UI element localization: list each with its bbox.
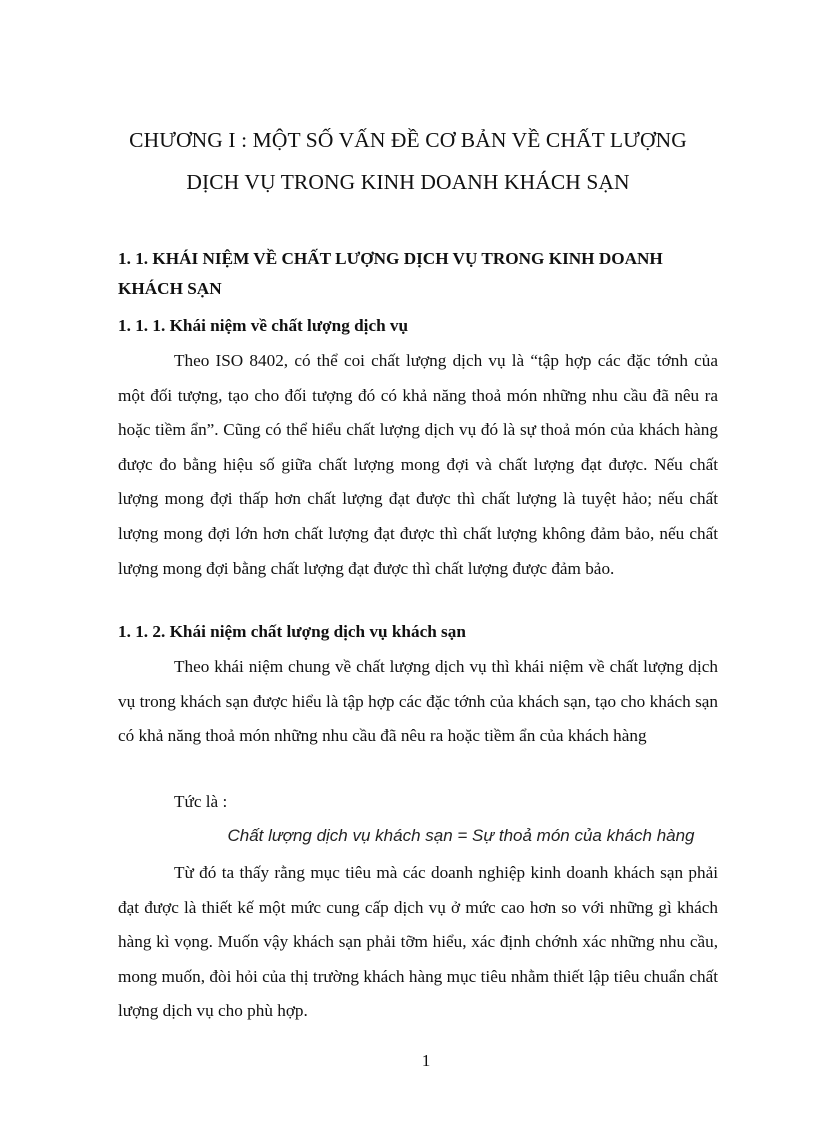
- body-paragraph-2: Theo khái niệm chung về chất lượng dịch vụ thì khái niệm về chất lượng dịch vụ trong khách sạn được hiểu là tập hợp các đặc tớnh của khách sạn, tạo cho khách sạn có khả năng thoả món những nhu cầu đã nêu ra hoặc tiềm ẩn của khách hàng: [118, 657, 718, 746]
- chapter-title-line-2: DỊCH VỤ TRONG KINH DOANH KHÁCH SẠN: [186, 170, 630, 194]
- body-paragraph-3: Từ đó ta thấy rằng mục tiêu mà các doanh nghiệp kinh doanh khách sạn phải đạt được là thiết kế một mức cung cấp dịch vụ ở mức cao hơn so với những gì khách hàng kì vọng. Muốn vậy khách sạn phải tỡm hiểu, xác định chớnh xác những nhu cầu, mong muốn, đòi hỏi của thị trường khách hàng mục tiêu nhằm thiết lập tiêu chuẩn chất lượng dịch vụ cho phù hợp.: [118, 863, 718, 1021]
- chapter-title-line-1: CHƯƠNG I : MỘT SỐ VẤN ĐỀ CƠ BẢN VỀ CHẤT LƯỢNG: [129, 128, 687, 152]
- page-number: 1: [421, 1051, 431, 1070]
- section-title: 1. 1. KHÁI NIỆM VỀ CHẤT LƯỢNG DỊCH VỤ TRONG KINH DOANH KHÁCH SẠN: [118, 249, 663, 298]
- body-paragraph-1: Theo ISO 8402, có thể coi chất lượng dịch vụ là “tập hợp các đặc tớnh của một đối tượng, tạo cho đối tượng đó có khả năng thoả món những nhu cầu đã nêu ra hoặc tiềm ẩn”. Cũng có thể hiểu chất lượng dịch vụ đó là sự thoả món của khách hàng được đo bằng hiệu số giữa chất lượng mong đợi và chất lượng đạt được. Nếu chất lượng mong đợi thấp hơn chất lượng đạt được thì chất lượng là tuyệt hảo; nếu chất lượng mong đợi lớn hơn chất lượng đạt được thì chất lượng không đảm bảo, nếu chất lượng mong đợi bằng chất lượng đạt được thì chất lượng được đảm bảo.: [118, 351, 718, 578]
- subsection-heading-2: 1. 1. 2. Khái niệm chất lượng dịch vụ khách sạn: [118, 622, 466, 641]
- lead-in-text: Tức là :: [174, 792, 228, 811]
- subsection-heading-1: 1. 1. 1. Khái niệm về chất lượng dịch vụ: [118, 316, 409, 335]
- formula-text: Chất lượng dịch vụ khách sạn = Sự thoả món của khách hàng: [227, 826, 695, 845]
